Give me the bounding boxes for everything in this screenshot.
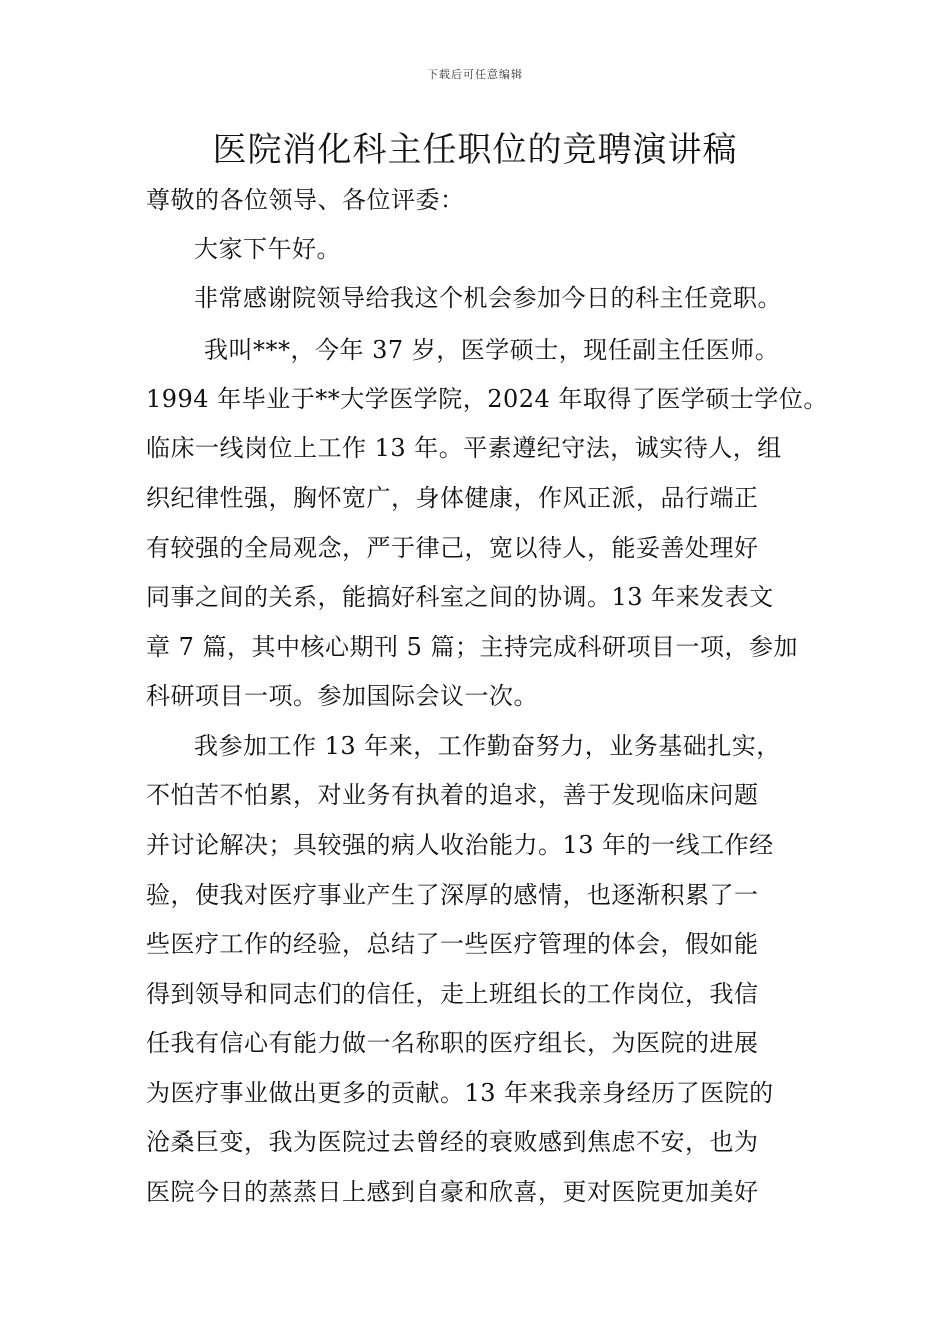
body-line: 有较强的全局观念，严于律己，宽以待人，能妥善处理好: [146, 534, 759, 562]
body-line: 科研项目一项。参加国际会议一次。: [146, 682, 538, 710]
body-line: 任我有信心有能力做一名称职的医疗组长，为医院的进展: [146, 1029, 759, 1057]
greeting-line: 大家下午好。: [194, 235, 341, 263]
body-line: 并讨论解决；具较强的病人收治能力。13 年的一线工作经: [146, 831, 774, 859]
body-line: 章 7 篇，其中核心期刊 5 篇；主持完成科研项目一项，参加: [146, 633, 799, 661]
body-line: 得到领导和同志们的信任，走上班组长的工作岗位，我信: [146, 980, 759, 1008]
body-line: 非常感谢院领导给我这个机会参加今日的科主任竞职。: [194, 284, 782, 312]
body-line: 织纪律性强，胸怀宽广，身体健康，作风正派，品行端正: [146, 484, 759, 512]
header-note: 下载后可任意编辑: [427, 68, 523, 81]
document-title: 医院消化科主任职位的竞聘演讲稿: [212, 130, 738, 170]
body-line: 医院今日的蒸蒸日上感到自豪和欣喜，更对医院更加美好: [146, 1178, 759, 1206]
body-line: 些医疗工作的经验，总结了一些医疗管理的体会，假如能: [146, 930, 759, 958]
body-line: 临床一线岗位上工作 13 年。平素遵纪守法，诚实待人，组: [146, 434, 782, 462]
body-line: 我参加工作 13 年来，工作勤奋努力，业务基础扎实，: [194, 732, 781, 760]
body-line: 我叫***，今年 37 岁，医学硕士，现任副主任医师。: [204, 336, 780, 364]
salutation-line: 尊敬的各位领导、各位评委：: [146, 186, 465, 214]
body-line: 同事之间的关系，能搞好科室之间的协调。13 年来发表文: [146, 583, 774, 611]
body-line: 沧桑巨变，我为医院过去曾经的衰败感到焦虑不安，也为: [146, 1128, 759, 1156]
body-line: 1994 年毕业于**大学医学院，2024 年取得了医学硕士学位。: [146, 385, 828, 413]
body-line: 为医疗事业做出更多的贡献。13 年来我亲身经历了医院的: [146, 1079, 774, 1107]
body-line: 不怕苦不怕累，对业务有执着的追求，善于发现临床问题: [146, 781, 759, 809]
body-line: 验，使我对医疗事业产生了深厚的感情，也逐渐积累了一: [146, 881, 759, 909]
